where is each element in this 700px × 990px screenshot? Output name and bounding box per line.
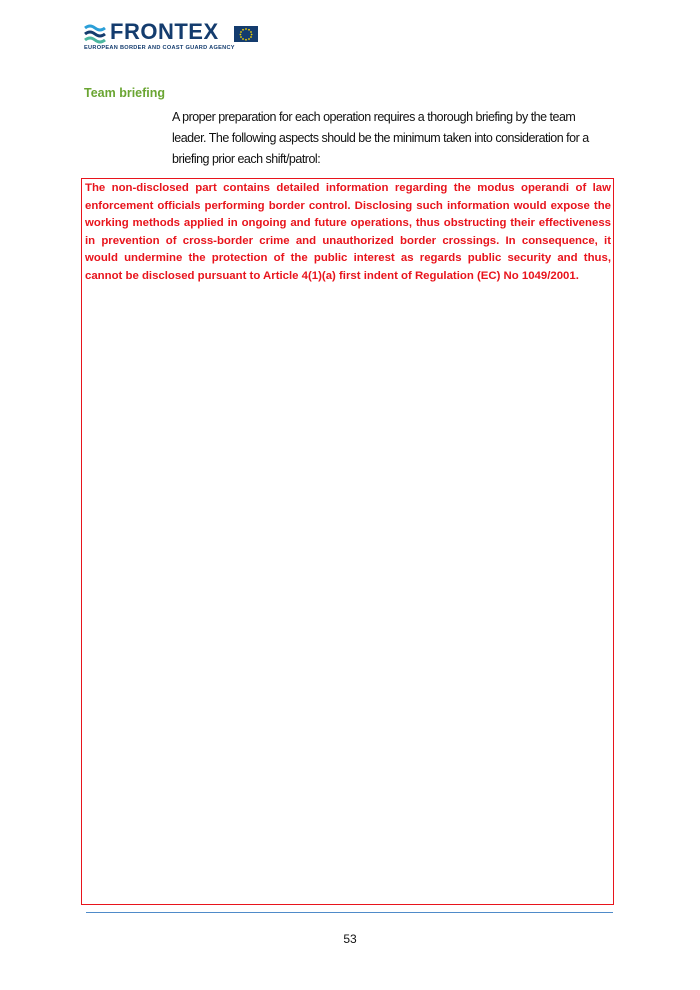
redaction-box: [81, 178, 614, 905]
redaction-notice: The non-disclosed part contains detailed information regarding the modus operandi of law enforcement officials performing border control. Disclosing such information would expose the working methods applied in ongoing and future operations, thus obstructing their effectiveness in prevention of cross-border crime and unauthorized border crossings. In consequence, it would undermine the protection of the public interest as regards public security and thus, cannot be disclosed pursuant to Article 4(1)(a) first indent of Regulation (EC) No 1049/2001.: [85, 182, 611, 282]
frontex-logo: [84, 19, 274, 56]
logo-tagline: EUROPEAN BORDER AND COAST GUARD AGENCY: [84, 45, 235, 51]
section-heading: Team briefing: [84, 86, 166, 100]
eu-flag-icon: [234, 26, 258, 42]
page-number: 53: [343, 932, 357, 946]
intro-paragraph: A proper preparation for each operation requires a thorough briefing by the team leader. The following aspects should be the minimum taken into consideration for a briefing prior each shift/patrol:: [172, 110, 589, 166]
frontex-waves-icon: [84, 24, 106, 44]
logo-wordmark: FRONTEX: [110, 19, 219, 44]
footer-divider: [86, 912, 613, 913]
